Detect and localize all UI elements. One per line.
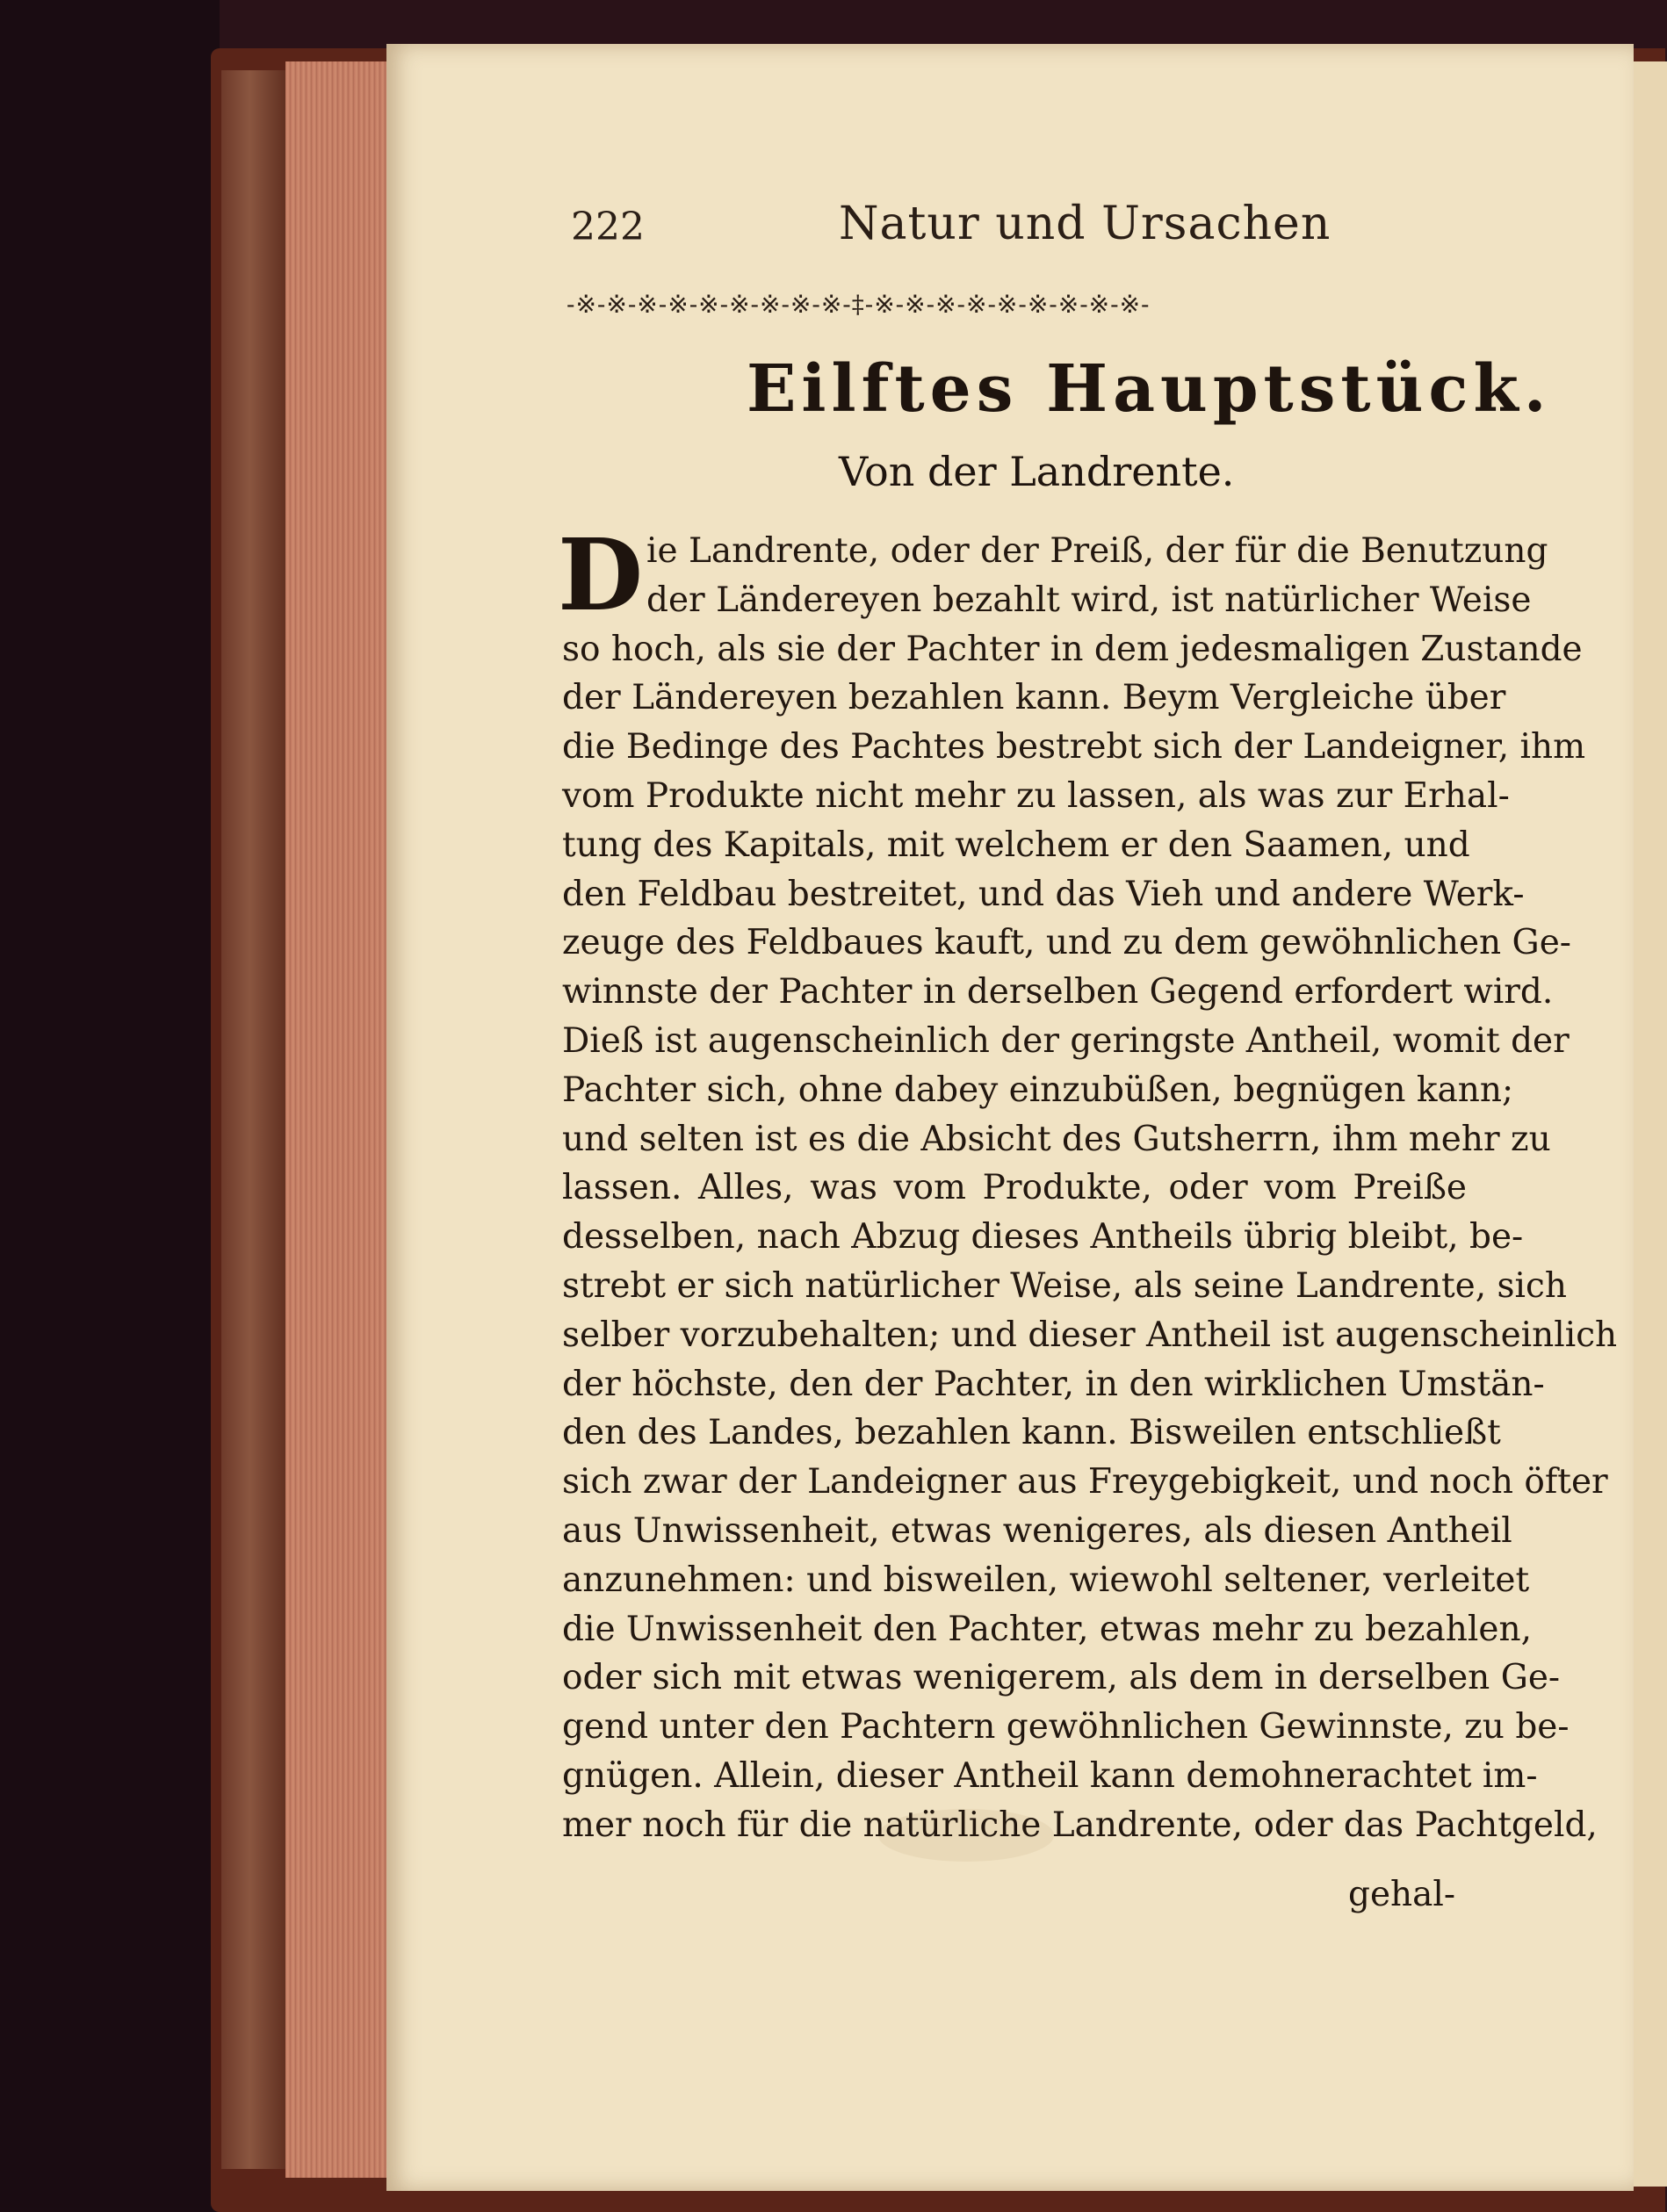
text-line: den des Landes, bezahlen kann. Bisweilen entschließt — [562, 1413, 1501, 1453]
text-line: so hoch, als sie der Pachter in dem jedesmaligen Zustande — [562, 629, 1583, 669]
ornament-rule: -※-※-※-※-※-※-※-※-※-‡-※-※-※-※-※-※-※-※-※- — [566, 290, 1151, 319]
running-head — [571, 198, 1449, 259]
text-line: die Bedinge des Pachtes bestrebt sich der Landeigner, ihm — [562, 727, 1586, 767]
text-line: oder sich mit etwas wenigerem, als dem in derselben Ge- — [562, 1658, 1561, 1698]
text-line: und selten ist es die Absicht des Gutsherrn, ihm mehr zu — [562, 1119, 1551, 1159]
text-line: vom Produkte nicht mehr zu lassen, als was zur Erhal- — [562, 775, 1510, 816]
text-line: ie Landrente, oder der Preiß, der für die Benutzung — [646, 531, 1548, 571]
text-line: mer noch für die natürliche Landrente, oder das Pachtgeld, — [562, 1805, 1598, 1845]
text-line: strebt er sich natürlicher Weise, als seine Landrente, sich — [562, 1265, 1567, 1306]
text-line: winnste der Pachter in derselben Gegend erfordert wird. — [562, 972, 1554, 1012]
text-line: aus Unwissenheit, etwas wenigeres, als diesen Antheil — [562, 1510, 1512, 1551]
text-line: der höchste, den der Pachter, in den wirklichen Umstän- — [562, 1364, 1545, 1404]
text-line: Dieß ist augenscheinlich der geringste Antheil, womit der — [562, 1020, 1570, 1061]
background-shadow — [0, 0, 220, 2212]
text-line: selber vorzubehalten; und dieser Antheil ist augenscheinlich — [562, 1315, 1618, 1355]
text-line: der Ländereyen bezahlt wird, ist natürlicher Weise — [646, 580, 1532, 620]
body-text — [558, 518, 1618, 1850]
running-head-title: Natur und Ursachen — [839, 198, 1331, 250]
drop-cap: D — [558, 518, 644, 633]
text-line: Pachter sich, ohne dabey einzubüßen, begnügen kann; — [562, 1070, 1514, 1110]
text-line: desselben, nach Abzug dieses Antheils übrig bleibt, be- — [562, 1217, 1524, 1257]
text-line: lassen. Alles, was vom Produkte, oder vom Preiße — [562, 1168, 1467, 1208]
page-edges — [285, 61, 400, 2178]
book-spine-edge — [221, 70, 292, 2169]
text-line: den Feldbau bestreitet, und das Vieh und andere Werk- — [562, 874, 1525, 914]
text-line: gend unter den Pachtern gewöhnlichen Gewinnste, zu be- — [562, 1707, 1570, 1747]
text-line: tung des Kapitals, mit welchem er den Saamen, und — [562, 825, 1470, 865]
text-line: der Ländereyen bezahlen kann. Beym Vergleiche über — [562, 678, 1506, 718]
text-line: gnügen. Allein, dieser Antheil kann demohnerachtet im- — [562, 1755, 1538, 1796]
page-number: 222 — [571, 205, 645, 249]
text-line: zeuge des Feldbaues kauft, und zu dem gewöhnlichen Ge- — [562, 923, 1571, 963]
text-line: die Unwissenheit den Pachter, etwas mehr zu bezahlen, — [562, 1609, 1532, 1649]
catchword: gehal- — [1348, 1875, 1456, 1914]
first-paragraph-start — [558, 518, 1548, 633]
chapter-subtitle: Von der Landrente. — [839, 448, 1235, 495]
text-line: sich zwar der Landeigner aus Freygebigkeit, und noch öfter — [562, 1462, 1608, 1502]
text-line: anzunehmen: und bisweilen, wiewohl seltener, verleitet — [562, 1560, 1530, 1600]
chapter-title: Eilftes Hauptstück. — [747, 351, 1552, 427]
